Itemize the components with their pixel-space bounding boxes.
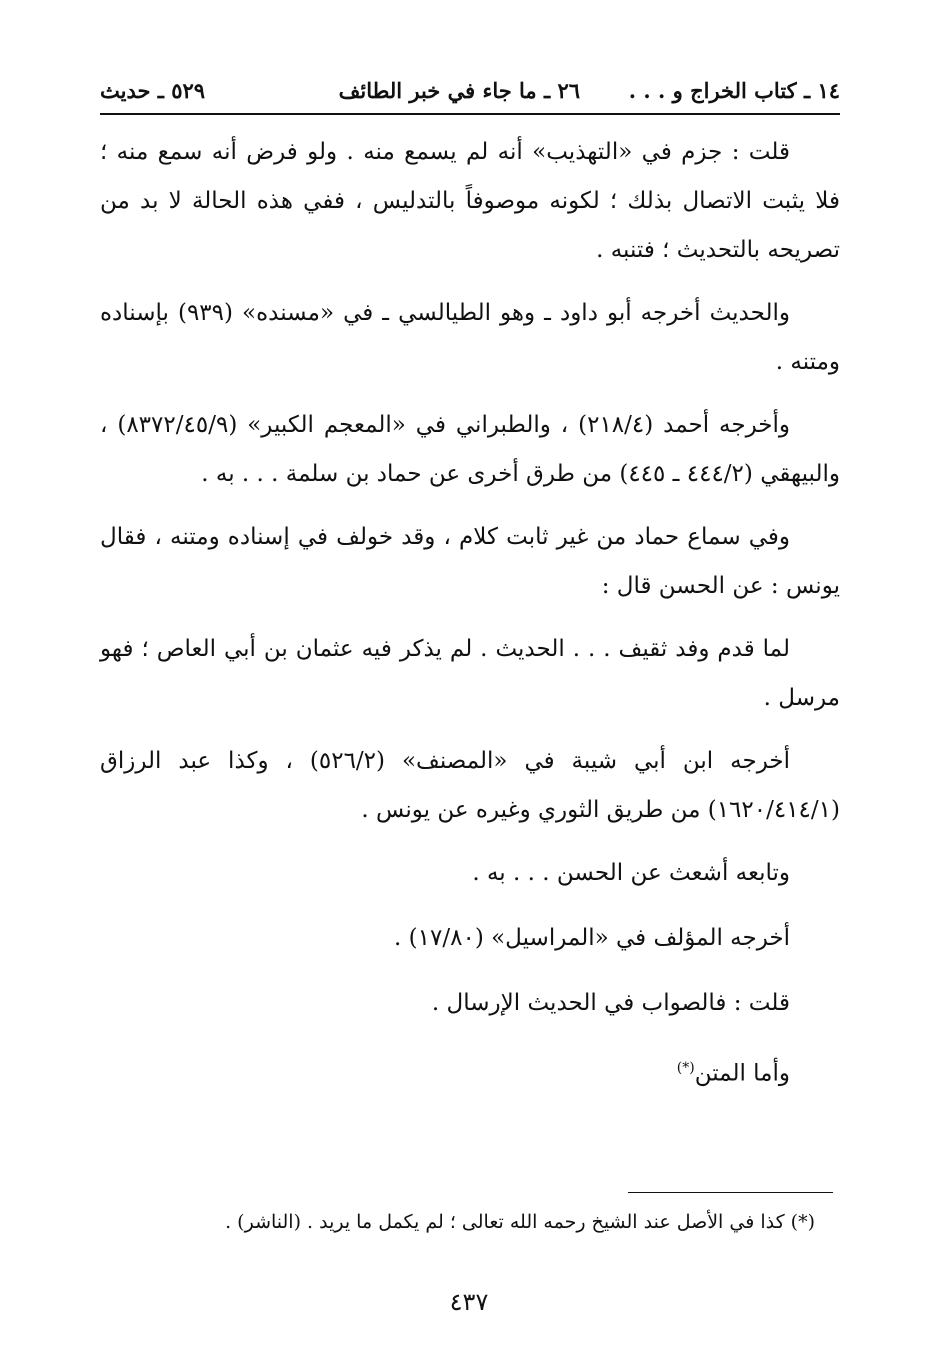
paragraph-6: أخرجه ابن أبي شيبة في «المصنف» (٥٢٦/٢) ، وكذا عبد الرزاق (١٦٢٠/٤١٤/١) من طريق الثوري وغيره عن يونس . (100, 748, 840, 823)
paragraph-2: والحديث أخرجه أبو داود ـ وهو الطيالسي ـ في «مسنده» (٩٣٩) بإسناده ومتنه . (100, 300, 840, 375)
header-section: ٢٦ ـ ما جاء في خبر الطائف (338, 78, 580, 103)
paragraph-4: وفي سماع حماد من غير ثابت كلام ، وقد خولف في إسناده ومتنه ، فقال يونس : عن الحسن قال : (100, 524, 840, 599)
paragraph-9: قلت : فالصواب في الحديث الإرسال . (431, 990, 790, 1016)
paragraph-10 (100, 1044, 840, 1099)
paragraph-7: وتابعه أشعث عن الحسن . . . به . (472, 860, 790, 886)
header-chapter: ١٤ ـ كتاب الخراج و . . . (628, 78, 840, 103)
paragraph-8: أخرجه المؤلف في «المراسيل» (١٧/٨٠) . (394, 925, 790, 951)
running-header (100, 72, 840, 112)
paragraph-3: وأخرجه أحمد (٢١٨/٤) ، والطبراني في «المعجم الكبير» (٨٣٧٢/٤٥/٩) ، والبيهقي (٤٤٤/٢ ـ ٤٤٥) من طرق أخرى عن حماد بن سلمة . . . به . (100, 412, 840, 487)
main-text (100, 128, 840, 1115)
header-hadith-number: ٥٢٩ ـ حديث (100, 78, 206, 103)
footnote-marker: (*) (676, 1060, 695, 1076)
header-divider (100, 113, 840, 115)
paragraph-10-text: وأما المتن (694, 1060, 790, 1087)
paragraph-1: قلت : جزم في «التهذيب» أنه لم يسمع منه . ولو فرض أنه سمع منه ؛ فلا يثبت الاتصال بذلك ؛ لكونه موصوفاً بالتدليس ، ففي هذه الحالة لا بد من تصريحه بالتحديث ؛ فتنبه . (100, 139, 840, 263)
footnote: (*) كذا في الأصل عند الشيخ رحمه الله تعالى ؛ لم يكمل ما يريد . (الناشر) . (225, 1211, 815, 1233)
paragraph-5: لما قدم وفد ثقيف . . . الحديث . لم يذكر فيه عثمان بن أبي العاص ؛ فهو مرسل . (100, 636, 840, 711)
footnote-divider (628, 1192, 833, 1193)
page-number: ٤٣٧ (449, 1288, 489, 1316)
